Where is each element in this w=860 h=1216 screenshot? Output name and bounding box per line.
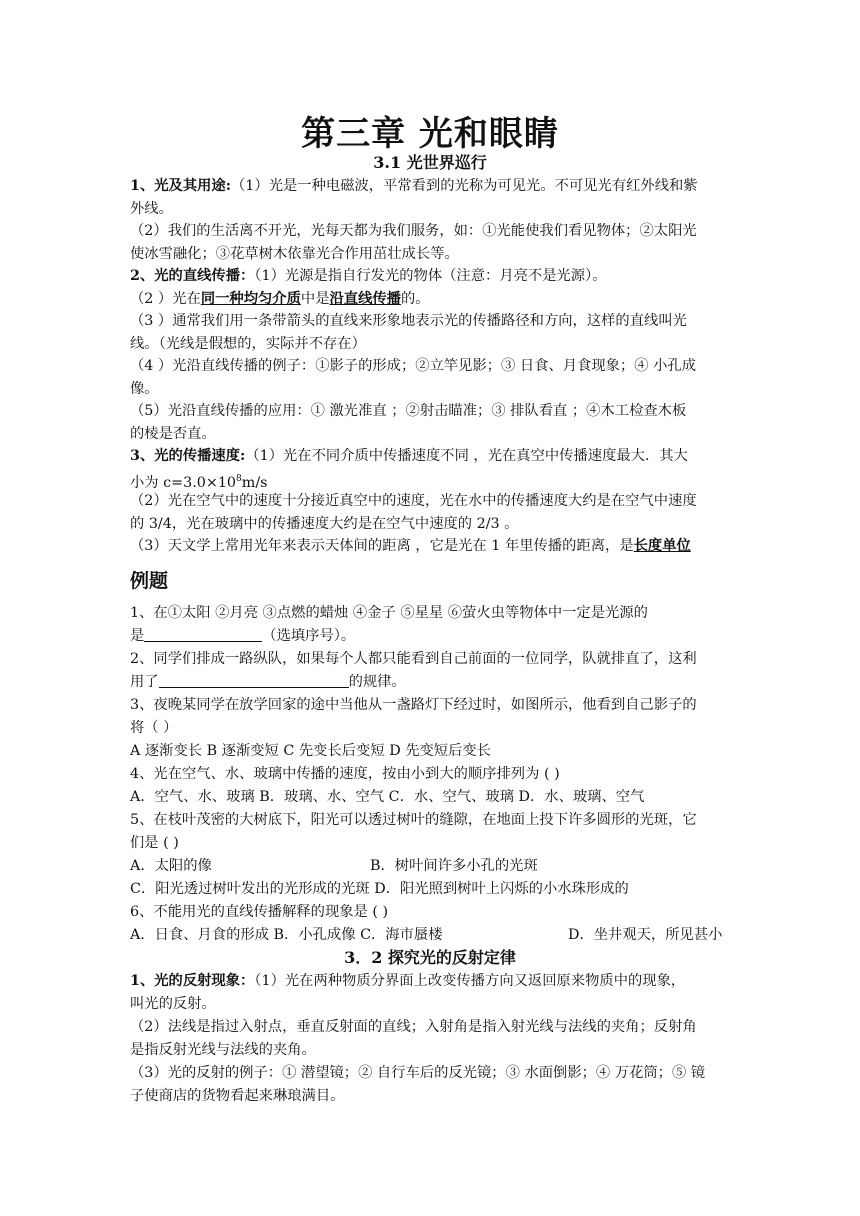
section-heading-3-1: 3.1 光世界巡行 xyxy=(373,153,487,172)
paragraph-line: 使冰雪融化；③花草树木依靠光合作用茁壮成长等。 xyxy=(130,246,459,262)
paragraph-line: （2）法线是指过入射点，垂直反射面的直线；入射角是指入射光线与法线的夹角；反射角 xyxy=(130,1019,697,1035)
paragraph-line: （2）我们的生活离不开光，光每天都为我们服务，如：①光能使我们看见物体；②太阳光 xyxy=(130,223,697,239)
paragraph-line: 像。 xyxy=(130,381,159,397)
question-line: 是 （选填序号）。 xyxy=(130,628,356,644)
paragraph-line: 小为 $c=3.0\times 10^8m/s$ xyxy=(130,474,268,491)
answer-option-a: A．太阳的像 xyxy=(130,858,212,874)
question-line: 将（ ） xyxy=(130,720,178,736)
question-line: 3、夜晚某同学在放学回家的途中当他从一盏路灯下经过时，如图所示，他看到自己影子的 xyxy=(130,697,697,713)
question-line: 1、在①太阳 ②月亮 ③点燃的蜡烛 ④金子 ⑤星星 ⑥萤火虫等物体中一定是光源的 xyxy=(130,605,648,621)
answer-options: C．阳光透过树叶发出的光形成的光斑 D．阳光照到树叶上闪烁的小水珠形成的 xyxy=(130,881,629,897)
section-heading-3-2: 3．2 探究光的反射定律 xyxy=(344,948,516,967)
paragraph-line: 线。（光线是假想的，实际并不存在） xyxy=(130,336,366,352)
topic-label: 1、光的反射现象： xyxy=(130,973,255,989)
paragraph-line: 3、光的传播速度:（1）光在不同介质中传播速度不同 ，光在真空中传播速度最大．其大 xyxy=(130,448,688,464)
paragraph-line: 1、光及其用途:（1）光是一种电磁波，平常看到的光称为可见光。不可见光有红外线和紫 xyxy=(130,178,698,194)
answer-options: A 逐渐变长 B 逐渐变短 C 先变长后变短 D 先变短后变长 xyxy=(130,743,491,759)
question-line: 们是 ( ) xyxy=(130,835,179,851)
question-line: 2、同学们排成一路纵队，如果每个人都只能看到自己前面的一位同学，队就排直了，这利 xyxy=(130,651,697,667)
answer-option-b: B．树叶间许多小孔的光斑 xyxy=(370,858,538,874)
paragraph-line: 是指反射光线与法线的夹角。 xyxy=(130,1042,316,1058)
paragraph-line: （2）光在空气中的速度十分接近真空中的速度，光在水中的传播速度大约是在空气中速度 xyxy=(130,493,697,509)
paragraph-line: （3）天文学上常用光年来表示天体间的距离 ，它是光在 1 年里传播的距离，是长度单位 xyxy=(130,538,691,554)
question-line: 4、光在空气、水、玻璃中传播的速度，按由小到大的顺序排列为 ( ) xyxy=(130,766,560,782)
key-term: 长度单位 xyxy=(633,538,691,554)
question-line: 5、在枝叶茂密的大树底下，阳光可以透过树叶的缝隙，在地面上投下许多圆形的光斑，它 xyxy=(130,812,697,828)
paragraph-line: 1、光的反射现象：（1）光在两种物质分界面上改变传播方向又返回原来物质中的现象， xyxy=(130,973,686,989)
paragraph-line: （4 ）光沿直线传播的例子：①影子的形成；②立竿见影；③ 日食、月食现象；④ 小孔成 xyxy=(130,358,697,374)
topic-label: 2、光的直线传播： xyxy=(130,268,255,284)
answer-blank xyxy=(159,673,349,688)
chapter-title: 第三章 光和眼睛 xyxy=(301,114,559,154)
paragraph-line: （5）光沿直线传播的应用：① 激光准直 ；②射击瞄准；③ 排队看直 ；④木工检查木板 xyxy=(130,403,687,419)
paragraph-line: （3）光的反射的例子：① 潜望镜；② 自行车后的反光镜；③ 水面倒影；④ 万花筒；⑤ 镜 xyxy=(130,1065,706,1081)
topic-label: 3、光的传播速度: xyxy=(130,448,246,464)
paragraph-line: 叫光的反射。 xyxy=(130,996,216,1012)
answer-options: A．空气、水、玻璃 B．玻璃、水、空气 C．水、空气、玻璃 D．水、玻璃、空气 xyxy=(130,789,645,805)
paragraph-line: 2、光的直线传播：（1）光源是指自行发光的物体（注意：月亮不是光源）。 xyxy=(130,268,607,284)
paragraph-line: 的棱是否直。 xyxy=(130,426,216,442)
question-line: 用了 的规律。 xyxy=(130,674,406,690)
answer-option-d: D．坐井观天，所见甚小 xyxy=(568,927,723,943)
topic-label: 1、光及其用途: xyxy=(130,178,232,194)
answer-blank xyxy=(144,627,262,642)
paragraph-line: 外线。 xyxy=(130,201,173,217)
paragraph-line: （2 ）光在同一种均匀介质中是沿直线传播的。 xyxy=(130,291,430,307)
paragraph-line: （3 ）通常我们用一条带箭头的直线来形象地表示光的传播路径和方向，这样的直线叫光 xyxy=(130,313,687,329)
question-line: 6、不能用光的直线传播解释的现象是 ( ) xyxy=(130,904,389,920)
answer-options: A．日食、月食的形成 B．小孔成像 C．海市蜃楼 xyxy=(130,927,443,943)
examples-heading: 例题 xyxy=(130,570,169,592)
key-term: 同一种均匀介质 xyxy=(200,291,301,307)
paragraph-line: 的 3/4，光在玻璃中的传播速度大约是在空气中速度的 2/3 。 xyxy=(130,516,519,532)
paragraph-line: 子使商店的货物看起来琳琅满目。 xyxy=(130,1088,345,1104)
key-term: 沿直线传播 xyxy=(329,291,401,307)
